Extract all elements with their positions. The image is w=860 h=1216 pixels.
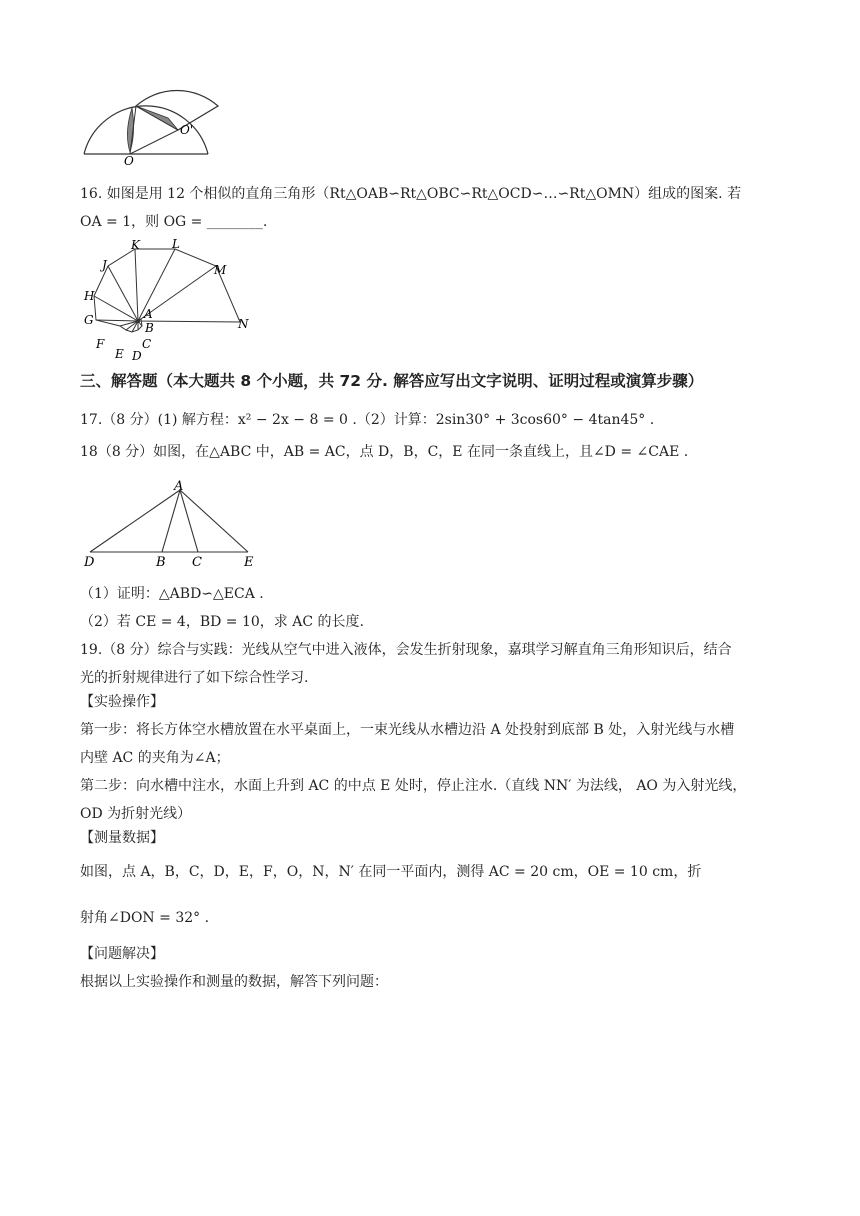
- heading-solve: 【问题解决】: [80, 946, 164, 962]
- semicircle-figure: [80, 78, 225, 166]
- triangle-figure-18: [80, 478, 270, 570]
- q17-text: 17.（8 分）(1) 解方程：x² − 2x − 8 = 0 .（2）计算：2sin30° + 3cos60° − 4tan45° .: [80, 412, 655, 428]
- q18-part1: （1）证明：△ABD∽△ECA .: [80, 586, 264, 602]
- label-D: D: [132, 349, 142, 363]
- label-B: B: [145, 321, 154, 335]
- label-A18: A: [174, 479, 184, 494]
- label-A: A: [144, 307, 153, 321]
- q19-line1: 19.（8 分）综合与实践：光线从空气中进入液体，会发生折射现象，嘉琪学习解直角三角形知识后，结合: [80, 642, 732, 658]
- q18-part2: （2）若 CE = 4，BD = 10，求 AC 的长度.: [80, 614, 364, 630]
- label-K: K: [131, 238, 140, 252]
- label-D18: D: [84, 555, 95, 570]
- label-N: N: [238, 317, 249, 331]
- label-F: F: [96, 337, 105, 351]
- label-G: G: [84, 313, 94, 327]
- section3-heading: 三、解答题（本大题共 8 个小题，共 72 分. 解答应写出文字说明、证明过程或演算步骤）: [80, 372, 704, 390]
- q16-line2: OA = 1，则 OG = ________.: [80, 214, 268, 230]
- q18-text: 18（8 分）如图，在△ABC 中，AB = AC，点 D，B，C，E 在同一条直线上，且∠D = ∠CAE .: [80, 444, 689, 460]
- heading-experiment: 【实验操作】: [80, 694, 164, 710]
- label-C18: C: [192, 555, 202, 570]
- label-B18: B: [156, 555, 166, 570]
- step1-line-a: 第一步：将长方体空水槽放置在水平桌面上，一束光线从水槽边沿 A 处投射到底部 B 处，入射光线与水槽: [80, 722, 735, 738]
- q16-line1: 16. 如图是用 12 个相似的直角三角形（Rt△OAB∽Rt△OBC∽Rt△OCD∽…∽Rt△OMN）组成的图案. 若: [80, 186, 742, 202]
- label-O: O: [124, 154, 134, 166]
- measure-line1: 如图，点 A，B，C，D，E，F，O，N，N′ 在同一平面内，测得 AC = 20 cm，OE = 10 cm，折: [80, 864, 702, 880]
- label-H: H: [84, 289, 95, 303]
- label-L: L: [172, 237, 180, 251]
- step2-line-a: 第二步：向水槽中注水，水面上升到 AC 的中点 E 处时，停止注水.（直线 NN′ 为法线， AO 为入射光线，: [80, 778, 747, 794]
- label-E: E: [115, 347, 124, 361]
- step2-line-b: OD 为折射光线）: [80, 806, 192, 822]
- step1-line-b: 内壁 AC 的夹角为∠A；: [80, 750, 230, 766]
- heading-measure: 【测量数据】: [80, 830, 164, 846]
- solve-text: 根据以上实验操作和测量的数据，解答下列问题：: [80, 974, 388, 990]
- label-C: C: [142, 337, 152, 351]
- q19-line2: 光的折射规律进行了如下综合性学习.: [80, 670, 309, 686]
- label-M: M: [214, 263, 227, 277]
- label-O-prime: O': [180, 123, 194, 137]
- label-E18: E: [244, 555, 254, 570]
- measure-line2: 射角∠DON = 32° .: [80, 910, 210, 926]
- label-J: J: [102, 258, 107, 272]
- spiral-triangle-figure: [80, 236, 260, 364]
